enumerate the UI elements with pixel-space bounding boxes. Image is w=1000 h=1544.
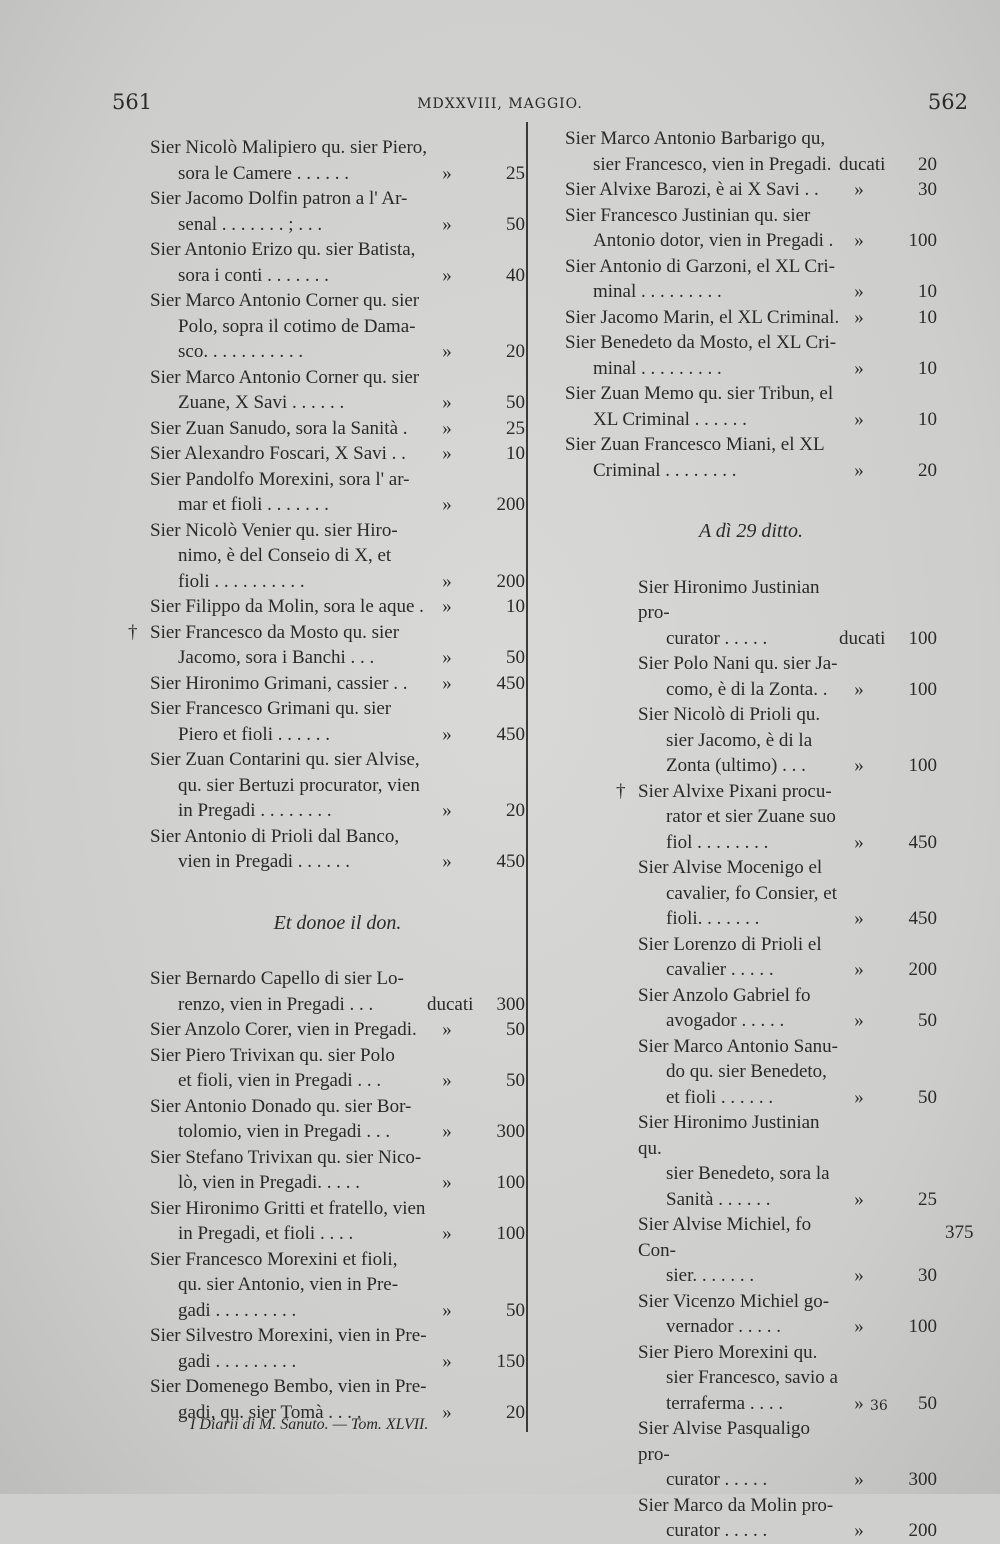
- ledger-entry: [150, 467, 525, 518]
- amount-value: 450: [908, 908, 937, 929]
- ledger-entry: [150, 1094, 525, 1145]
- entry-line: Sier Francesco Justinian qu. sier: [565, 204, 811, 226]
- amount-value: 50: [506, 392, 525, 413]
- amount-value: 50: [918, 1086, 937, 1108]
- currency-mark: »: [854, 306, 864, 328]
- amount-value: 20: [918, 153, 937, 175]
- entry-line: sora i conti . . . . . . .: [178, 264, 329, 286]
- ledger-entry: [565, 177, 937, 203]
- currency-mark: »: [854, 1086, 864, 1108]
- ledger-entry: [150, 824, 525, 875]
- currency-mark: »: [854, 1520, 864, 1541]
- ledger-entry: [638, 702, 937, 779]
- entry-line: Sier Benedeto da Mosto, el XL Cri-: [565, 332, 837, 353]
- ledger-entry: [638, 1212, 937, 1289]
- currency-mark: »: [442, 851, 452, 872]
- amount-value: 50: [506, 1019, 525, 1040]
- currency-mark: »: [442, 647, 452, 668]
- entry-line: minal . . . . . . . . .: [593, 281, 722, 302]
- entry-line: Sier Marco Antonio Sanu-: [638, 1035, 839, 1057]
- entry-line: cavalier, fo Consier, et: [666, 882, 837, 904]
- amount-value: 25: [918, 1188, 937, 1210]
- entry-line: Sier Alexandro Foscari, X Savi . .: [150, 443, 406, 464]
- amount-value: 40: [506, 264, 525, 286]
- ledger-entry: [150, 671, 525, 697]
- currency-mark: ducati: [839, 627, 886, 649]
- entry-line: Sier Nicolò di Prioli qu.: [638, 704, 821, 725]
- amount-value: 20: [506, 800, 525, 821]
- entry-line: gadi . . . . . . . . .: [178, 1350, 297, 1372]
- entry-line: Sier Silvestro Morexini, vien in Pre-: [150, 1325, 427, 1346]
- ledger-entry: [638, 651, 937, 702]
- amount-value: 100: [496, 1223, 525, 1244]
- entry-line: Sier Marco da Molin pro-: [638, 1494, 834, 1516]
- amount-value: 300: [496, 993, 525, 1015]
- amount-value: 30: [918, 1265, 937, 1286]
- entry-line: cavalier . . . . .: [666, 959, 774, 980]
- ledger-entry: [565, 432, 937, 483]
- signature-mark: 36: [870, 1398, 888, 1414]
- amount-value: 100: [908, 1316, 937, 1337]
- ledger-entry: [150, 1196, 525, 1247]
- amount-value: 200: [496, 570, 525, 592]
- entry-line: Sier Antonio di Garzoni, el XL Cri-: [565, 255, 835, 277]
- amount-value: 450: [496, 723, 525, 745]
- entry-line: sier Francesco, savio a: [666, 1367, 838, 1388]
- right-page-number: 562: [927, 90, 968, 114]
- ledger-entry: [638, 1289, 937, 1340]
- currency-mark: ducati: [427, 993, 474, 1015]
- ledger-entry: [638, 932, 937, 983]
- entry-line: minal . . . . . . . . .: [593, 357, 722, 379]
- entry-line: Polo, sopra il cotimo de Dama-: [178, 315, 416, 337]
- currency-mark: »: [854, 357, 864, 379]
- currency-mark: »: [854, 408, 864, 430]
- entry-line: Sier Zuan Contarini qu. sier Alvise,: [150, 749, 420, 770]
- currency-mark: »: [442, 1350, 452, 1372]
- amount-value: 50: [918, 1010, 937, 1031]
- entry-line: Sier Alvise Michiel, fo Con-: [638, 1214, 812, 1261]
- currency-mark: »: [442, 392, 452, 413]
- entry-line: Sier Nicolò Venier qu. sier Hiro-: [150, 519, 398, 541]
- ledger-entry: [150, 1323, 525, 1374]
- amount-value: 50: [506, 1070, 525, 1091]
- ledger-entry: [150, 594, 525, 620]
- entry-line: Sier Alvixe Pixani procu-: [638, 780, 832, 802]
- ledger-entry: [150, 1017, 525, 1043]
- amount-value: 200: [496, 494, 525, 515]
- amount-value: 10: [918, 306, 937, 328]
- entry-line: XL Criminal . . . . . .: [593, 408, 747, 430]
- entry-line: Jacomo, sora i Banchi . . .: [178, 647, 375, 668]
- amount-value: 100: [908, 230, 937, 251]
- amount-value: 300: [496, 1121, 525, 1142]
- entry-line: Zuane, X Savi . . . . . .: [178, 392, 345, 413]
- entry-line: Sier Hironimo Grimani, cassier . .: [150, 672, 408, 694]
- ledger-entry: [128, 620, 525, 671]
- currency-mark: »: [442, 1223, 452, 1244]
- amount-value: 450: [908, 831, 937, 853]
- entry-line: Sier Alvixe Barozi, è ai X Savi . .: [565, 179, 819, 200]
- column-divider: [526, 122, 528, 1432]
- entry-line: Sier Marco Antonio Barbarigo qu,: [565, 128, 826, 149]
- section-heading-left: Et donoe il don.: [273, 911, 402, 934]
- amount-value: 100: [908, 678, 937, 700]
- entry-line: tolomio, vien in Pregadi . . .: [178, 1121, 391, 1142]
- left-page-number: 561: [112, 90, 153, 114]
- ledger-entry: [638, 1416, 937, 1493]
- entry-line: sier Benedeto, sora la: [666, 1163, 830, 1184]
- ledger-entry: [150, 416, 525, 442]
- ledger-entry: [150, 186, 525, 237]
- entry-line: sier Jacomo, è di la: [666, 729, 813, 751]
- entry-line: in Pregadi . . . . . . . .: [178, 800, 332, 821]
- amount-value: 450: [496, 672, 525, 694]
- entry-line: Sier Zuan Francesco Miani, el XL: [565, 434, 825, 455]
- amount-value: 25: [506, 162, 525, 184]
- entry-line: Sier Alvise Pasqualigo pro-: [638, 1418, 811, 1465]
- entry-line: Sier Jacomo Dolfin patron a l' Ar-: [150, 188, 408, 209]
- entry-line: Sier Stefano Trivixan qu. sier Nico-: [150, 1146, 422, 1168]
- section-heading-right: A dì 29 ditto.: [698, 520, 804, 542]
- entry-line: curator . . . . .: [666, 1469, 768, 1490]
- ledger-entry: [565, 381, 937, 432]
- entry-line: Sier Nicolò Malipiero qu. sier Piero,: [150, 137, 428, 158]
- currency-mark: »: [442, 443, 452, 464]
- right-column: [565, 126, 937, 1544]
- currency-mark: »: [442, 1121, 452, 1142]
- currency-mark: »: [442, 162, 452, 184]
- entry-line: Sier Alvise Mocenigo el: [638, 857, 823, 878]
- currency-mark: »: [854, 230, 864, 251]
- ledger-entry: [150, 1145, 525, 1196]
- amount-value: 10: [506, 443, 525, 464]
- entry-line: in Pregadi, et fioli . . . .: [178, 1223, 354, 1244]
- left-entry-list-2: [150, 966, 525, 1425]
- ledger-entry: [150, 518, 525, 595]
- currency-mark: »: [442, 1019, 452, 1040]
- entry-line: Sier Hironimo Gritti et fratello, vien: [150, 1197, 426, 1219]
- ledger-entry: [150, 747, 525, 824]
- currency-mark: »: [442, 1070, 452, 1091]
- entry-line: Sier Antonio Donado qu. sier Bor-: [150, 1095, 412, 1117]
- amount-value: 200: [908, 959, 937, 980]
- ledger-entry: [150, 237, 525, 288]
- death-cross-mark: †: [128, 621, 138, 643]
- currency-mark: »: [442, 213, 452, 235]
- currency-mark: »: [442, 494, 452, 515]
- currency-mark: »: [442, 596, 452, 617]
- entry-line: Sier Piero Trivixan qu. sier Polo: [150, 1044, 395, 1066]
- entry-line: vernador . . . . .: [666, 1316, 782, 1337]
- entry-line: como, è di la Zonta. .: [666, 678, 828, 700]
- entry-line: Sier Hironimo Justinian qu.: [638, 1112, 820, 1159]
- currency-mark: »: [854, 908, 864, 929]
- right-entry-list: [565, 126, 937, 483]
- entry-line: Sier Antonio di Prioli dal Banco,: [150, 825, 400, 847]
- entry-line: Sier Vicenzo Michiel go-: [638, 1290, 830, 1312]
- running-head: MDXXVIII, MAGGIO.: [417, 96, 583, 112]
- ledger-entry: [150, 1247, 525, 1324]
- entry-line: Sier Francesco Morexini et fioli,: [150, 1248, 398, 1270]
- ledger-entry: [150, 441, 525, 467]
- ledger-entry: [565, 254, 937, 305]
- entry-line: Sier Pandolfo Morexini, sora l' ar-: [150, 468, 410, 490]
- entry-line: Sier Hironimo Justinian pro-: [638, 576, 820, 623]
- entry-line: Antonio dotor, vien in Pregadi .: [593, 230, 834, 251]
- entry-line: renzo, vien in Pregadi . . .: [178, 993, 374, 1015]
- amount-value: 150: [496, 1350, 525, 1372]
- entry-line: avogador . . . . .: [666, 1010, 785, 1031]
- entry-line: Sier Antonio Erizo qu. sier Batista,: [150, 239, 416, 260]
- currency-mark: »: [854, 959, 864, 980]
- currency-mark: »: [442, 1299, 452, 1321]
- currency-mark: »: [854, 459, 864, 481]
- ledger-entry: [638, 1493, 937, 1544]
- amount-value: 50: [506, 213, 525, 235]
- currency-mark: »: [854, 179, 864, 200]
- entry-line: Sanità . . . . . .: [666, 1188, 771, 1210]
- ledger-entry: [638, 855, 937, 932]
- entry-line: senal . . . . . . . ; . . .: [178, 213, 323, 235]
- entry-line: lò, vien in Pregadi. . . . .: [178, 1172, 361, 1193]
- currency-mark: »: [442, 1401, 452, 1423]
- ledger-entry: [638, 1340, 937, 1417]
- amount-value: 10: [918, 408, 937, 430]
- entry-line: vien in Pregadi . . . . . .: [178, 851, 351, 872]
- currency-mark: »: [854, 678, 864, 700]
- currency-mark: »: [442, 800, 452, 821]
- ledger-entry: [565, 126, 937, 177]
- ledger-entry: [638, 1034, 937, 1111]
- amount-value: 10: [506, 596, 525, 617]
- amount-value: 50: [506, 1299, 525, 1321]
- currency-mark: »: [854, 1316, 864, 1337]
- entry-line: Sier Francesco Grimani qu. sier: [150, 698, 392, 719]
- amount-value: 50: [506, 647, 525, 668]
- currency-mark: »: [854, 831, 864, 853]
- amount-value: 100: [496, 1172, 525, 1193]
- amount-value: 300: [908, 1469, 937, 1490]
- currency-mark: »: [854, 1010, 864, 1031]
- entry-line: Sier Francesco da Mosto qu. sier: [150, 621, 400, 643]
- entry-line: et fioli, vien in Pregadi . . .: [178, 1070, 382, 1091]
- currency-mark: »: [854, 1469, 864, 1490]
- currency-mark: »: [854, 1265, 864, 1286]
- entry-line: Sier Marco Antonio Corner qu. sier: [150, 290, 420, 311]
- entry-line: fioli. . . . . . .: [666, 908, 760, 929]
- amount-value: 100: [908, 755, 937, 776]
- currency-mark: »: [854, 281, 864, 302]
- entry-line: Sier Filippo da Molin, sora le aque .: [150, 596, 424, 617]
- amount-value: 30: [918, 179, 937, 200]
- entry-line: qu. sier Bertuzi procurator, vien: [178, 774, 420, 796]
- ledger-entry: [150, 966, 525, 1017]
- footer-citation: I Diarii di M. Sanuto. — Tom. XLVII.: [190, 1416, 429, 1433]
- currency-mark: »: [442, 723, 452, 745]
- ledger-entry: [150, 135, 525, 186]
- entry-line: gadi . . . . . . . . .: [178, 1299, 297, 1321]
- currency-mark: »: [442, 341, 452, 362]
- ledger-entry: [638, 983, 937, 1034]
- currency-mark: »: [442, 417, 452, 439]
- entry-line: et fioli . . . . . .: [666, 1086, 774, 1108]
- entry-line: fiol . . . . . . . .: [666, 831, 769, 853]
- entry-line: Sier Piero Morexini qu.: [638, 1341, 818, 1363]
- entry-line: sora le Camere . . . . . .: [178, 162, 349, 184]
- entry-line: Sier Zuan Memo qu. sier Tribun, el: [565, 383, 834, 404]
- entry-line: Sier Polo Nani qu. sier Ja-: [638, 653, 838, 674]
- entry-line: Sier Jacomo Marin, el XL Criminal.: [565, 306, 840, 328]
- amount-value: 50: [918, 1392, 937, 1414]
- entry-line: Sier Zuan Sanudo, sora la Sanità .: [150, 417, 408, 439]
- amount-value: 20: [506, 341, 525, 362]
- amount-value: 20: [918, 459, 937, 481]
- entry-line: Zonta (ultimo) . . .: [666, 755, 806, 776]
- entry-line: do qu. sier Benedeto,: [666, 1061, 827, 1082]
- ledger-entry: [565, 305, 937, 331]
- entry-line: curator . . . . .: [666, 627, 768, 649]
- amount-value: 450: [496, 851, 525, 872]
- ledger-entry: [565, 330, 937, 381]
- ledger-entry: [638, 575, 937, 652]
- left-entry-list: [128, 135, 525, 875]
- ledger-entry: [616, 779, 937, 856]
- ledger-entry: [565, 203, 937, 254]
- entry-line: sco. . . . . . . . . . .: [178, 341, 304, 362]
- entry-line: Sier Lorenzo di Prioli el: [638, 933, 822, 955]
- entry-line: sier Francesco, vien in Pregadi.: [593, 153, 832, 175]
- entry-line: nimo, è del Conseio di X, et: [178, 545, 392, 566]
- currency-mark: »: [442, 570, 452, 592]
- ledger-entry: [150, 1043, 525, 1094]
- entry-line: qu. sier Antonio, vien in Pre-: [178, 1274, 399, 1295]
- margin-number: 375: [945, 1222, 974, 1243]
- amount-value: 10: [918, 281, 937, 302]
- amount-value: 100: [908, 627, 937, 649]
- amount-value: 200: [908, 1520, 937, 1541]
- entry-line: Sier Anzolo Gabriel fo: [638, 984, 811, 1006]
- ledger-entry: [150, 288, 525, 365]
- amount-value: 10: [918, 357, 937, 379]
- entry-line: sier. . . . . . .: [666, 1265, 755, 1286]
- entry-line: Sier Domenego Bembo, vien in Pre-: [150, 1376, 427, 1397]
- currency-mark: »: [854, 755, 864, 776]
- entry-line: Sier Anzolo Corer, vien in Pregadi.: [150, 1019, 417, 1040]
- currency-mark: »: [442, 264, 452, 286]
- entry-line: gadi, qu. sier Tomà . . . .: [178, 1401, 362, 1423]
- ledger-entry: [150, 696, 525, 747]
- ledger-entry: [638, 1110, 937, 1212]
- entry-line: Criminal . . . . . . . .: [593, 459, 737, 481]
- entry-line: fioli . . . . . . . . . .: [178, 570, 305, 592]
- left-column: [128, 135, 525, 1425]
- currency-mark: »: [854, 1392, 864, 1414]
- death-cross-mark: †: [616, 780, 626, 802]
- currency-mark: »: [442, 1172, 452, 1193]
- currency-mark: ducati: [839, 153, 886, 175]
- currency-mark: »: [854, 1188, 864, 1210]
- amount-value: 25: [506, 417, 525, 439]
- entry-line: rator et sier Zuane suo: [666, 806, 836, 827]
- entry-line: mar et fioli . . . . . . .: [178, 494, 329, 515]
- amount-value: 20: [506, 1401, 525, 1423]
- entry-line: Sier Marco Antonio Corner qu. sier: [150, 366, 420, 388]
- entry-line: Sier Bernardo Capello di sier Lo-: [150, 968, 404, 989]
- entry-line: Piero et fioli . . . . . .: [178, 723, 330, 745]
- entry-line: terraferma . . . .: [666, 1392, 784, 1414]
- ledger-entry: [150, 365, 525, 416]
- currency-mark: »: [442, 672, 452, 694]
- entry-line: curator . . . . .: [666, 1520, 768, 1541]
